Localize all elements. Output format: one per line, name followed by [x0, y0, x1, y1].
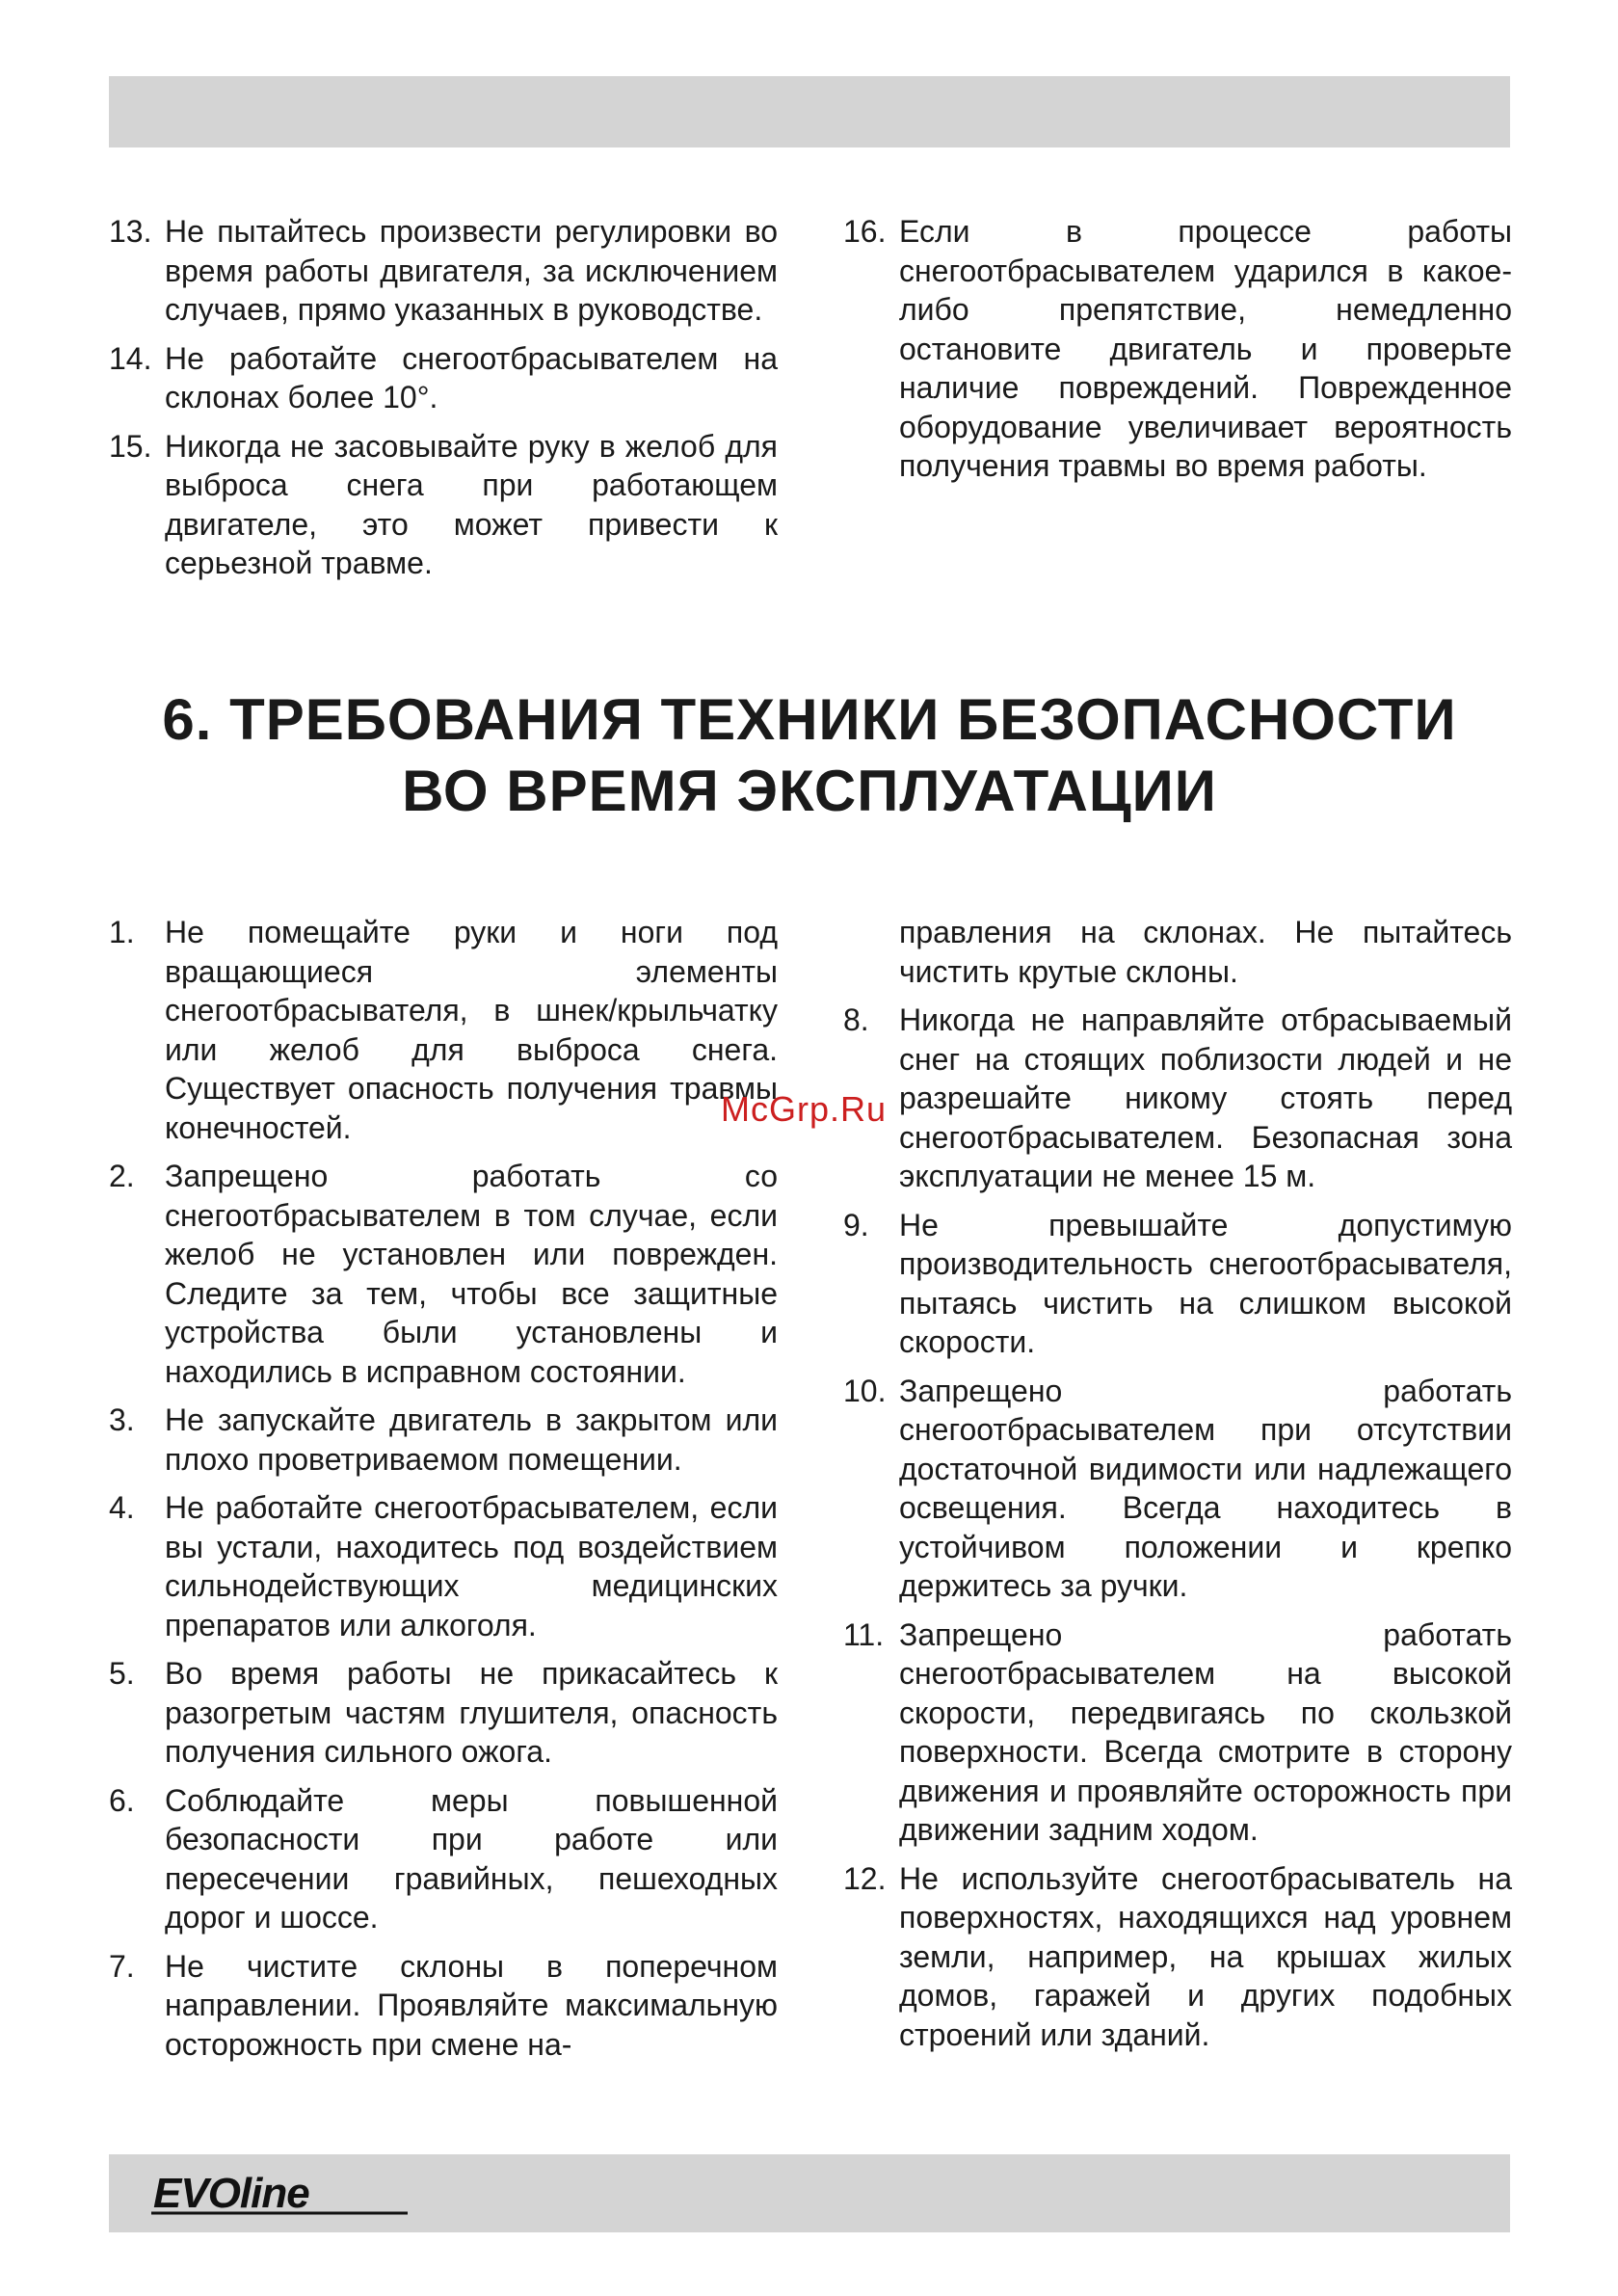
item-number: 6. — [109, 1782, 135, 1818]
item-text: Запрещено работать со снегоотбрасывателем в том случае, если желоб не установлен или поврежден. Следите за тем, чтобы все защитные устройства были установлены и находились в исправном состоянии. — [165, 1159, 778, 1389]
item-number: 13. — [109, 214, 152, 249]
item-text: Не пытайтесь произвести регулировки во время работы двигателя, за исключением случаев, прямо указанных в руководстве. — [165, 214, 778, 327]
item-continuation: правления на склонах. Не пытайтесь чистить крутые склоны. — [899, 915, 1512, 989]
item-number: 4. — [109, 1490, 135, 1525]
item-text: Никогда не направляйте отбрасываемый снег на стоящих поблизости людей и не разрешайте никому стоять перед снегоотбрасывателем. Безопасная зона эксплуатации не менее 15 м. — [899, 1002, 1512, 1193]
list-item — [109, 1654, 778, 1772]
list-item — [843, 212, 1512, 486]
item-number: 7. — [109, 1948, 135, 1984]
item-number: 3. — [109, 1402, 135, 1437]
list-item — [843, 1001, 1512, 1196]
item-text: Если в процессе работы снегоотбрасывателем ударился в какое-либо препятствие, немедленно остановите двигатель и проверьте наличие повреждений. Поврежденное оборудование увеличивает вероятность получения травмы во время работы. — [899, 214, 1512, 483]
section-title-line-2: ВО ВРЕМЯ ЭКСПЛУАТАЦИИ — [402, 759, 1217, 823]
section-title — [109, 684, 1510, 827]
item-text: Во время работы не прикасайтесь к разогретым частям глушителя, опасность получения сильного ожога. — [165, 1656, 778, 1769]
section-title-line-1: 6. ТРЕБОВАНИЯ ТЕХНИКИ БЕЗОПАСНОСТИ — [162, 687, 1457, 752]
item-number: 1. — [109, 915, 135, 949]
list-item — [109, 339, 778, 417]
list-item — [843, 1615, 1512, 1850]
item-text: Не работайте снегоотбрасывателем на склонах более 10°. — [165, 340, 778, 414]
section-right-column — [843, 913, 1512, 2064]
list-item — [109, 1488, 778, 1644]
item-number: 10. — [843, 1373, 887, 1408]
item-number: 9. — [843, 1207, 869, 1242]
item-number: 16. — [843, 214, 887, 249]
item-text: Не работайте снегоотбрасывателем, если вы устали, находитесь под воздействием сильнодействующих медицинских препаратов или алкоголя. — [165, 1490, 778, 1642]
list-item — [109, 1947, 778, 2065]
logo-text: EVOline — [153, 2170, 309, 2217]
top-left-column — [109, 212, 778, 593]
item-text: Не превышайте допустимую производительность снегоотбрасывателя, пытаясь чистить на слишком высокой скорости. — [899, 1207, 1512, 1359]
item-text: Не чистите склоны в поперечном направлении. Проявляйте максимальную осторожность при смене на- — [165, 1948, 778, 2062]
list-item — [843, 1859, 1512, 2055]
header-bar — [109, 76, 1510, 147]
top-right-column — [843, 212, 1512, 495]
item-number: 11. — [843, 1616, 885, 1652]
item-text: Никогда не засовывайте руку в желоб для выброса снега при работающем двигателе, это может привести к серьезной травме. — [165, 428, 778, 580]
list-item — [109, 913, 778, 1147]
list-item — [109, 427, 778, 583]
list-item — [109, 1401, 778, 1479]
item-number: 5. — [109, 1656, 135, 1691]
item-text: Не помещайте руки и ноги под вращающиеся элементы снегоотбрасывателя, в шнек/крыльчатку или желоб для выброса снега. Существует опасность получения травмы конечностей. — [165, 915, 778, 1145]
item-text: Запрещено работать снегоотбрасывателем на высокой скорости, передвигаясь по скользкой поверхности. Всегда смотрите в сторону движения и проявляйте осторожность при движении задним ходом. — [899, 1616, 1512, 1847]
list-item — [109, 212, 778, 330]
list-item — [843, 1206, 1512, 1362]
item-text: Соблюдайте меры повышенной безопасности при работе или пересечении гравийных, пешеходных дорог и шоссе. — [165, 1782, 778, 1935]
item-number: 2. — [109, 1159, 135, 1193]
list-item — [109, 1157, 778, 1391]
item-number: 14. — [109, 340, 152, 376]
watermark: McGrp.Ru — [721, 1089, 888, 1129]
list-item — [109, 1781, 778, 1937]
item-text: Не запускайте двигатель в закрытом или плохо проветриваемом помещении. — [165, 1402, 778, 1477]
list-item — [843, 1372, 1512, 1606]
item-text: Запрещено работать снегоотбрасывателем при отсутствии достаточной видимости или надлежащего освещения. Всегда находитесь в устойчивом положении и крепко держитесь за ручки. — [899, 1373, 1512, 1603]
item-number: 12. — [843, 1860, 887, 1896]
item-number: 15. — [109, 428, 152, 464]
evoline-logo — [149, 2169, 414, 2219]
item-number: 8. — [843, 1002, 869, 1037]
section-left-column — [109, 913, 778, 2073]
item-text: Не используйте снегоотбрасыватель на поверхностях, находящихся над уровнем земли, например, на крышах жилых домов, гаражей и других подобных строений или зданий. — [899, 1860, 1512, 2052]
